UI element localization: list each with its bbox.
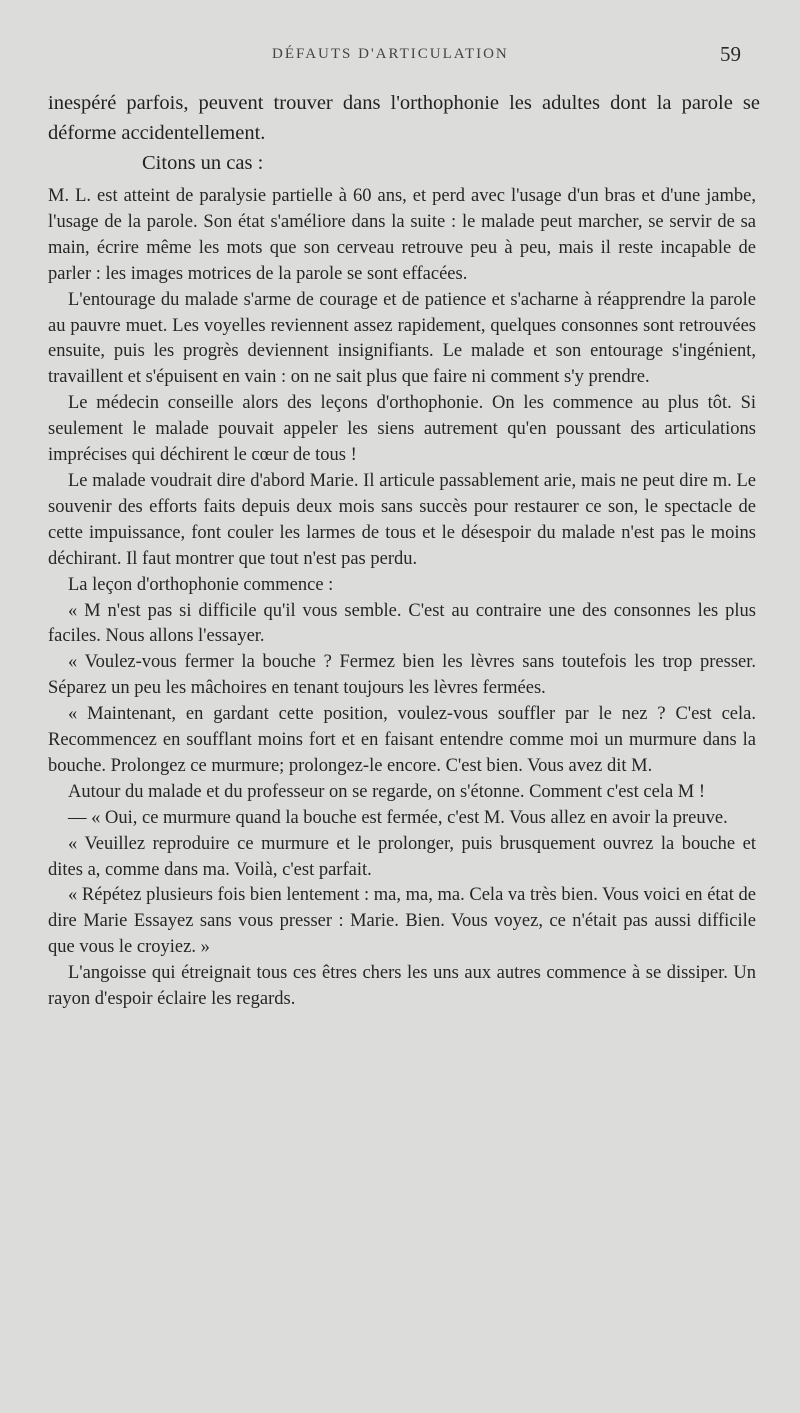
lead-text	[48, 88, 760, 178]
page-number: 59	[720, 42, 741, 66]
paragraph: « Veuillez reproduire ce murmure et le prolonger, puis brusquement ouvrez la bouche et dites a, comme dans ma. Voilà, c'est parfait.	[48, 833, 756, 880]
paragraph: Le malade voudrait dire d'abord Marie. Il articule passablement arie, mais ne peut dire m. Le souvenir des efforts faits depuis deux mois sans succès pour restaurer ce son, le spectacle de cette impuissance, font couler les larmes de tous et le désespoir du malade n'est pas le moins déchirant. Il faut montrer que tout n'est pas perdu.	[48, 470, 756, 569]
paragraph: La leçon d'orthophonie commence :	[68, 574, 334, 595]
paragraph: M. L. est atteint de paralysie partielle à 60 ans, et perd avec l'usage d'un bras et d'une jambe, l'usage de la parole. Son état s'améliore dans la suite : le malade peut marcher, se servir de sa main, écrire même les mots que son cerveau retrouve peu à peu, mais il reste incapable de parler : les images motrices de la parole se sont effacées.	[48, 186, 756, 284]
paragraph: L'entourage du malade s'arme de courage et de patience et s'acharne à réapprendre la parole au pauvre muet. Les voyelles reviennent assez rapidement, quelques consonnes sont retrouvées ensuite, puis les progrès deviennent insignifiants. Le malade et son entourage s'ingénient, travaillent et s'épuisent en vain : on ne sait plus que faire ni comment s'y prendre.	[48, 289, 756, 388]
paragraph: Autour du malade et du professeur on se regarde, on s'étonne. Comment c'est cela M !	[68, 781, 706, 802]
paragraph: L'angoisse qui étreignait tous ces êtres chers les uns aux autres commence à se dissiper. Un rayon d'espoir éclaire les regards.	[48, 963, 756, 1010]
paragraph: « M n'est pas si difficile qu'il vous semble. C'est au contraire une des consonnes les plus faciles. Nous allons l'essayer.	[48, 600, 756, 647]
lead-line: inespéré parfois, peuvent trouver dans l'orthophonie les adultes dont la parole se déforme accidentellement.	[48, 92, 760, 144]
paragraph: Le médecin conseille alors des leçons d'orthophonie. On les commence au plus tôt. Si seulement le malade pouvait appeler les siens autrement qu'en poussant des articulations imprécises qui déchirent le cœur de tous !	[48, 393, 756, 466]
intro-line: Citons un cas :	[142, 152, 264, 174]
body-text	[48, 184, 756, 1013]
paragraph: « Répétez plusieurs fois bien lentement : ma, ma, ma. Cela va très bien. Vous voici en état de dire Marie Essayez sans vous presser : Marie. Bien. Vous voyez, ce n'était pas aussi difficile que vous le croyiez. »	[48, 885, 756, 958]
paragraph: « Voulez-vous fermer la bouche ? Fermez bien les lèvres sans toutefois les trop presser. Séparez un peu les mâchoires en tenant toujours les lèvres fermées.	[48, 652, 756, 699]
paragraph: — « Oui, ce murmure quand la bouche est fermée, c'est M. Vous allez en avoir la preuve.	[68, 807, 728, 828]
running-title: DÉFAUTS D'ARTICULATION	[272, 46, 509, 62]
paragraph: « Maintenant, en gardant cette position, voulez-vous souffler par le nez ? C'est cela. Recommencez en soufflant moins fort et en faisant entendre comme moi un murmure dans la bouche. Prolongez ce murmure; prolongez-le encore. C'est bien. Vous avez dit M.	[48, 704, 756, 776]
page-header	[0, 42, 800, 68]
